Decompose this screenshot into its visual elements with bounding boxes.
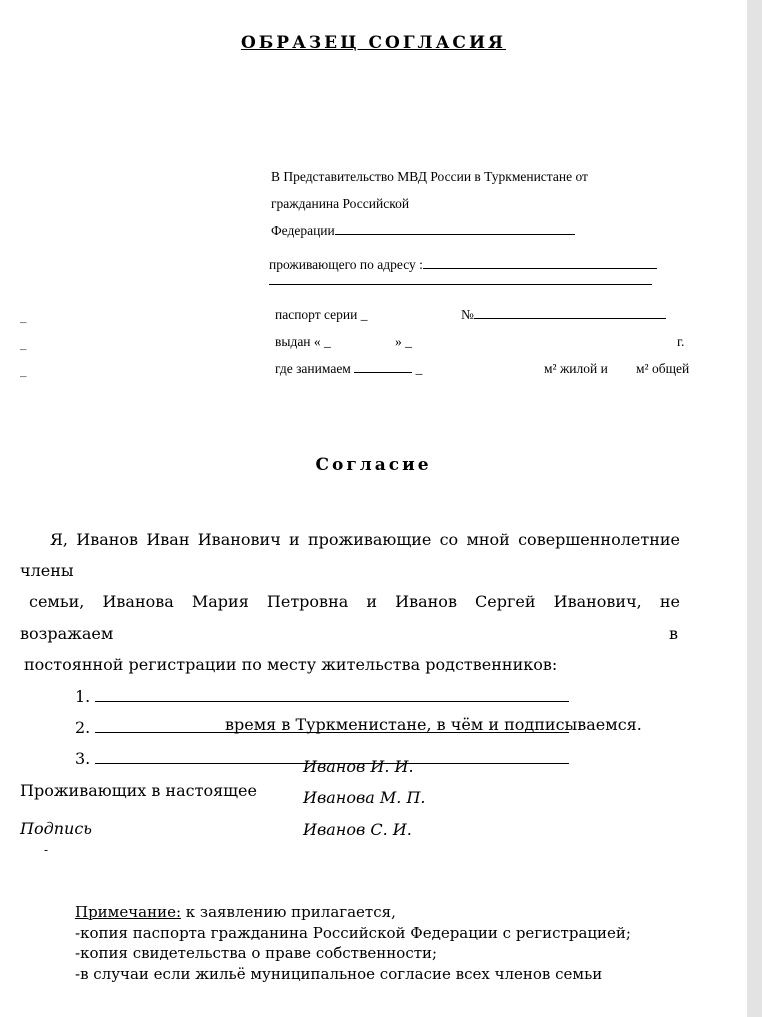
consent-heading: Согласие (315, 455, 432, 475)
occupy-label: где занимаем (275, 361, 351, 376)
note-item-3: -в случаи если жильё муниципальное согласие всех членов семьи (75, 965, 603, 983)
occupy-line (275, 361, 422, 377)
list-number-1: 1. (75, 687, 91, 706)
signature-label: Подпись (20, 819, 93, 838)
passport-number (461, 307, 666, 323)
number-sign: № (461, 307, 474, 322)
occupy-tail: _ (415, 361, 423, 376)
federation-label: Федерации (271, 223, 335, 238)
passport-number-line (474, 318, 666, 319)
addressee-line-2: гражданина Российской (271, 196, 410, 211)
note-label: Примечание: (75, 903, 182, 921)
addressee-line-3 (271, 223, 575, 239)
signature-1: Иванов И. И. (303, 757, 414, 776)
issued-mid: » _ (395, 334, 412, 349)
consent-line-2: члены (20, 561, 74, 580)
consent-line-1: Я, Иванов Иван Иванович и проживающие со мной совершеннолетние (50, 530, 680, 549)
left-dash-1: _ (20, 309, 27, 324)
note-item-2: -копия свидетельства о праве собственности; (75, 944, 438, 962)
addressee-line-1: В Представительство МВД России в Туркменистане от (271, 169, 588, 184)
list-item-1 (75, 687, 569, 706)
occupy-field-line (354, 372, 412, 373)
note-heading (75, 903, 396, 921)
name-field-line (335, 234, 575, 235)
consent-line-4a: возражаем (20, 624, 114, 643)
address-field-line-2 (269, 284, 652, 285)
address-line (269, 257, 657, 273)
item2-text: время в Туркменистане, в чём и подписываемся. (225, 715, 642, 734)
list-number-3: 3. (75, 749, 91, 768)
consent-line-4b: в (669, 624, 679, 643)
left-dash-3: _ (20, 363, 27, 378)
area-living: м² жилой и (544, 361, 608, 376)
note-intro: к заявлению прилагается, (181, 903, 396, 921)
small-dash: - (44, 843, 49, 857)
list-line-1 (95, 701, 569, 702)
consent-line-5: постоянной регистрации по месту жительства родственников: (24, 655, 558, 674)
passport-series: паспорт серии _ (275, 307, 368, 322)
signature-3: Иванов С. И. (303, 820, 412, 839)
list-number-2: 2. (75, 718, 91, 737)
left-dash-2: _ (20, 336, 27, 351)
signature-2: Иванова М. П. (303, 788, 426, 807)
address-label: проживающего по адресу : (269, 257, 423, 272)
address-field-line (423, 268, 657, 269)
issued-year: г. (677, 334, 685, 349)
note-item-1: -копия паспорта гражданина Российской Федерации с регистрацией; (75, 924, 631, 942)
living-now: Проживающих в настоящее (20, 781, 257, 800)
vertical-scrollbar[interactable] (747, 0, 762, 1017)
issued-label: выдан « _ (275, 334, 331, 349)
consent-line-3: семьи, Иванова Мария Петровна и Иванов Сергей Иванович, не (29, 592, 680, 611)
document-title: ОБРАЗЕЦ СОГЛАСИЯ (240, 33, 507, 53)
area-total: м² общей (636, 361, 690, 376)
